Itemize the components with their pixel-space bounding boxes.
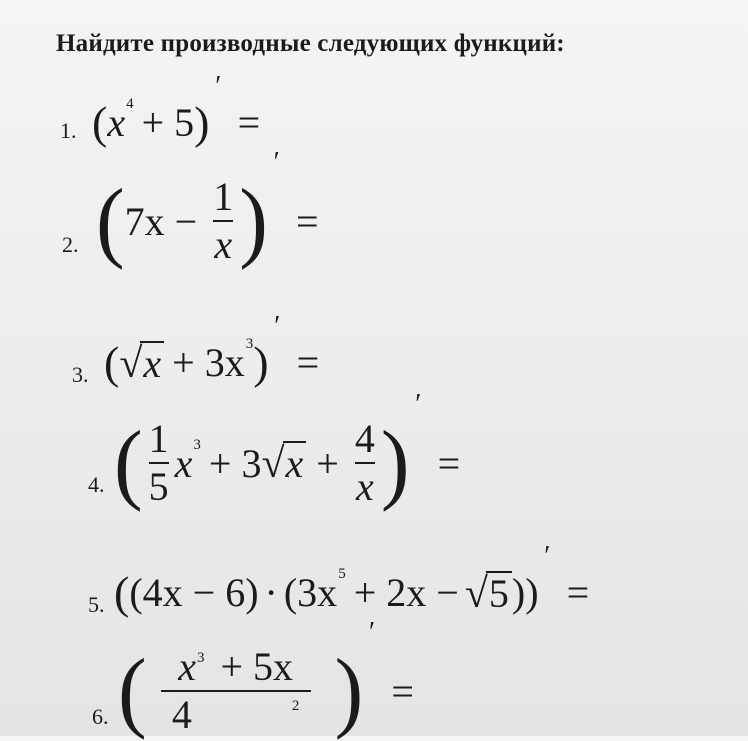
- open-paren: (: [114, 411, 143, 513]
- problem-6-expression: [118, 617, 414, 741]
- exponent: 3: [193, 436, 201, 453]
- close-parens: )): [511, 570, 539, 615]
- problem-number: 4.: [88, 472, 105, 497]
- denominator: x: [355, 464, 374, 509]
- equals-sign: =: [391, 668, 414, 714]
- radicand: x: [283, 441, 307, 485]
- problem-number: 3.: [72, 362, 89, 387]
- equals-sign: =: [296, 340, 320, 385]
- problem-number: 2.: [62, 232, 79, 257]
- radical-sign: √: [464, 570, 488, 617]
- close-paren: ): [334, 639, 364, 741]
- open-paren: (: [96, 169, 125, 271]
- denominator: 5: [148, 464, 169, 509]
- prime-mark: ′: [367, 617, 374, 648]
- plus-sign: +: [316, 440, 339, 486]
- numerator: [178, 646, 293, 688]
- problem-number: 1.: [60, 118, 77, 143]
- radicand: 5: [486, 571, 512, 615]
- problem-5-expression: [114, 540, 590, 619]
- prime-mark: ′: [272, 310, 279, 342]
- problem-number: 5.: [88, 592, 105, 617]
- term: + 5x: [220, 644, 294, 689]
- exponent: 3: [196, 650, 205, 666]
- problem-4-expression: [114, 389, 461, 513]
- fraction: [161, 646, 311, 736]
- problem-3-expression: [104, 310, 320, 389]
- term-7x: 7x: [124, 198, 165, 244]
- open-paren: (: [92, 97, 108, 148]
- radical-sign: √: [119, 340, 143, 387]
- prime-mark: ′: [413, 389, 420, 420]
- term: [125, 198, 165, 245]
- fraction: [355, 418, 375, 508]
- radicand: x: [140, 341, 164, 385]
- exponent: 3: [245, 336, 254, 352]
- open-paren: (: [118, 639, 147, 741]
- numerator: 1: [148, 416, 169, 461]
- prime-mark: ′: [213, 70, 220, 102]
- equals-sign: =: [437, 440, 461, 486]
- fraction: [213, 176, 233, 266]
- exponent: 4: [126, 96, 134, 112]
- square-root: [261, 441, 306, 485]
- equals-sign: =: [295, 198, 319, 244]
- multiply-dot: ·: [264, 570, 278, 615]
- equals-sign: =: [566, 570, 590, 615]
- exponent: 5: [338, 566, 346, 582]
- problem-1-expression: [92, 70, 261, 149]
- prime-mark: ′: [542, 540, 549, 572]
- problem-2-expression: [96, 147, 319, 271]
- close-paren: ): [380, 411, 410, 513]
- equals-sign: =: [237, 100, 261, 145]
- variable: x: [107, 100, 126, 145]
- minus-sign: −: [174, 198, 198, 244]
- prime-mark: ′: [271, 147, 278, 178]
- factor: (4x − 6): [129, 570, 259, 615]
- close-paren: ): [239, 169, 268, 271]
- term: + 5: [141, 100, 195, 145]
- variable: x: [174, 440, 193, 486]
- close-paren: ): [253, 337, 269, 388]
- variable: x: [178, 644, 196, 689]
- numerator: 4: [354, 416, 375, 461]
- problem-number: 6.: [92, 704, 109, 729]
- close-paren: ): [194, 97, 210, 148]
- term: + 3x: [172, 340, 245, 385]
- square-root: [465, 571, 512, 615]
- denominator: [172, 694, 300, 736]
- numerator: 1: [213, 174, 234, 219]
- term: + 2x −: [353, 570, 459, 615]
- square-root: [119, 341, 164, 385]
- open-paren: (: [104, 337, 120, 388]
- exponent: 2: [291, 698, 300, 714]
- open-paren: (: [114, 567, 130, 618]
- term: + 3: [208, 440, 262, 486]
- denominator: x: [214, 222, 233, 267]
- page-title: Найдите производные следующих функций:: [56, 30, 565, 57]
- fraction: [149, 418, 169, 508]
- radical-sign: √: [261, 441, 285, 487]
- denominator-term: 4: [171, 692, 192, 737]
- factor-open: (3x: [283, 570, 338, 615]
